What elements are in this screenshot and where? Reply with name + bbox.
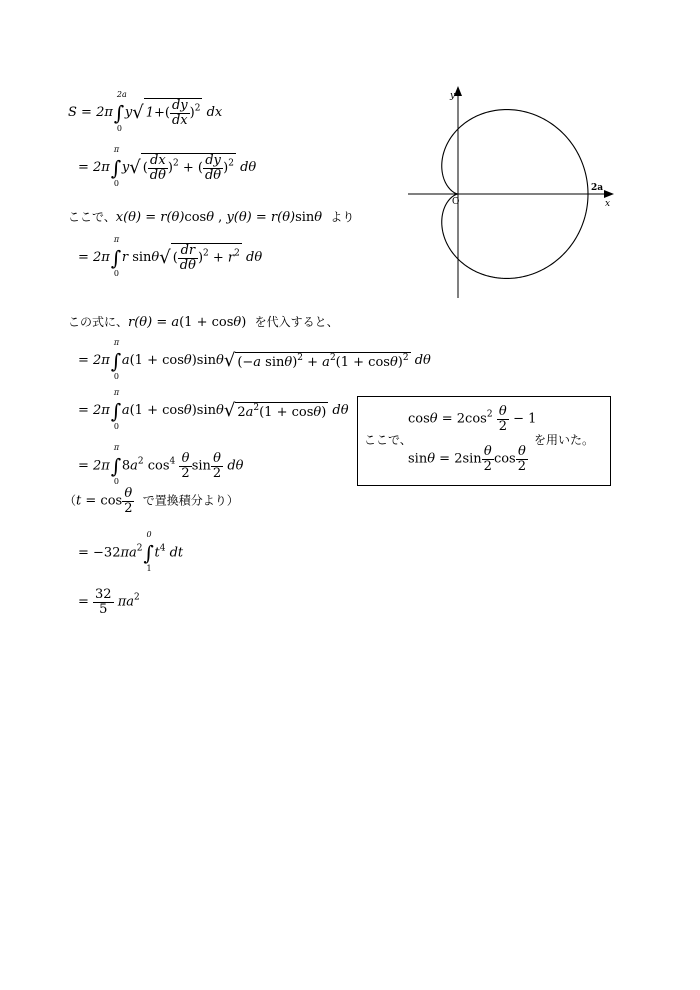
equation-result: = $\frac{32}{5}$ $\pi a^2$ <box>78 587 140 617</box>
y-axis-arrow <box>454 86 462 96</box>
y-axis-label: y <box>450 91 456 101</box>
const-8: 8 <box>121 458 131 474</box>
origin-label: O <box>452 197 460 207</box>
kokode-label: ここで、 <box>68 210 116 224</box>
equation-half-angle: = 2π ∫ π 0 $8a^2$ $\cos^4$ $\frac{\theta}{2}$ sin $\frac{\theta}{2}$ dθ <box>78 443 244 487</box>
equation-t-integral: = $-32\pi a^2$ ∫ 0 1 $t^4$ dt <box>78 530 184 573</box>
kokode2-label: ここで、 <box>364 433 412 447</box>
equation-surface-area-dx: S = 2π ∫ 2a 0 y√ 1+( $\frac{dy}{dx}$ )$^2$ dx <box>68 89 223 133</box>
kono-shiki-label: この式に、 <box>68 315 129 329</box>
frac-denominator: 5 <box>99 601 108 617</box>
text-cardioid-substitution: この式に、r(θ) = a(1 + cosθ) を代入すると、 <box>68 315 339 330</box>
x-axis-arrow <box>604 190 614 198</box>
x-axis-label: x <box>605 199 611 209</box>
const-neg32: −32 <box>93 545 121 561</box>
paren-open: （ <box>64 493 77 508</box>
yori-label: より <box>330 210 355 224</box>
equation-simplified: = 2π ∫ π 0 a(1 + cosθ)sinθ√ $2a^2(1 + \cos\theta)$ dθ <box>78 387 349 431</box>
frac-numerator: 32 <box>95 587 112 602</box>
chikan-label: で置換積分より） <box>142 493 239 508</box>
identity-sin: sinθ = 2sin $\frac{\theta}{2}$ cos $\frac{\theta}{2}$ <box>408 444 527 474</box>
text-substitution-note: （t = cos $\frac{\theta}{2}$ で置換積分より） <box>64 486 239 516</box>
identity-note-box <box>357 396 611 486</box>
identity-cos: $\cos\theta = 2\cos^2$ $\frac{\theta}{2}$ − 1 <box>408 404 537 434</box>
dainyu-label: を代入すると、 <box>254 315 339 329</box>
equation-polar-dtheta: = 2π ∫ π 0 r sinθ√ ( $\frac{dr}{d\theta}$ )$^2 + r^2$ dθ <box>78 234 263 278</box>
equation-substituted: = 2π ∫ π 0 a(1 + cosθ)sinθ√ (−a $\sin\theta)^2 + a^2(1 + \cos\theta)^2$ dθ <box>78 337 431 381</box>
equation-param-dtheta: = 2π ∫ π 0 y√ ( $\frac{dx}{d\theta}$ )$^2$ + ( $\frac{dy}{d\theta}$ )$^2$ dθ <box>78 144 257 188</box>
mochiita-label: を用いた。 <box>534 433 595 447</box>
text-polar-substitution: ここで、x(θ) = r(θ)cosθ , y(θ) = r(θ)sinθ より <box>68 210 355 225</box>
intercept-label: 2a <box>591 183 604 193</box>
cardioid-graph <box>400 80 620 302</box>
